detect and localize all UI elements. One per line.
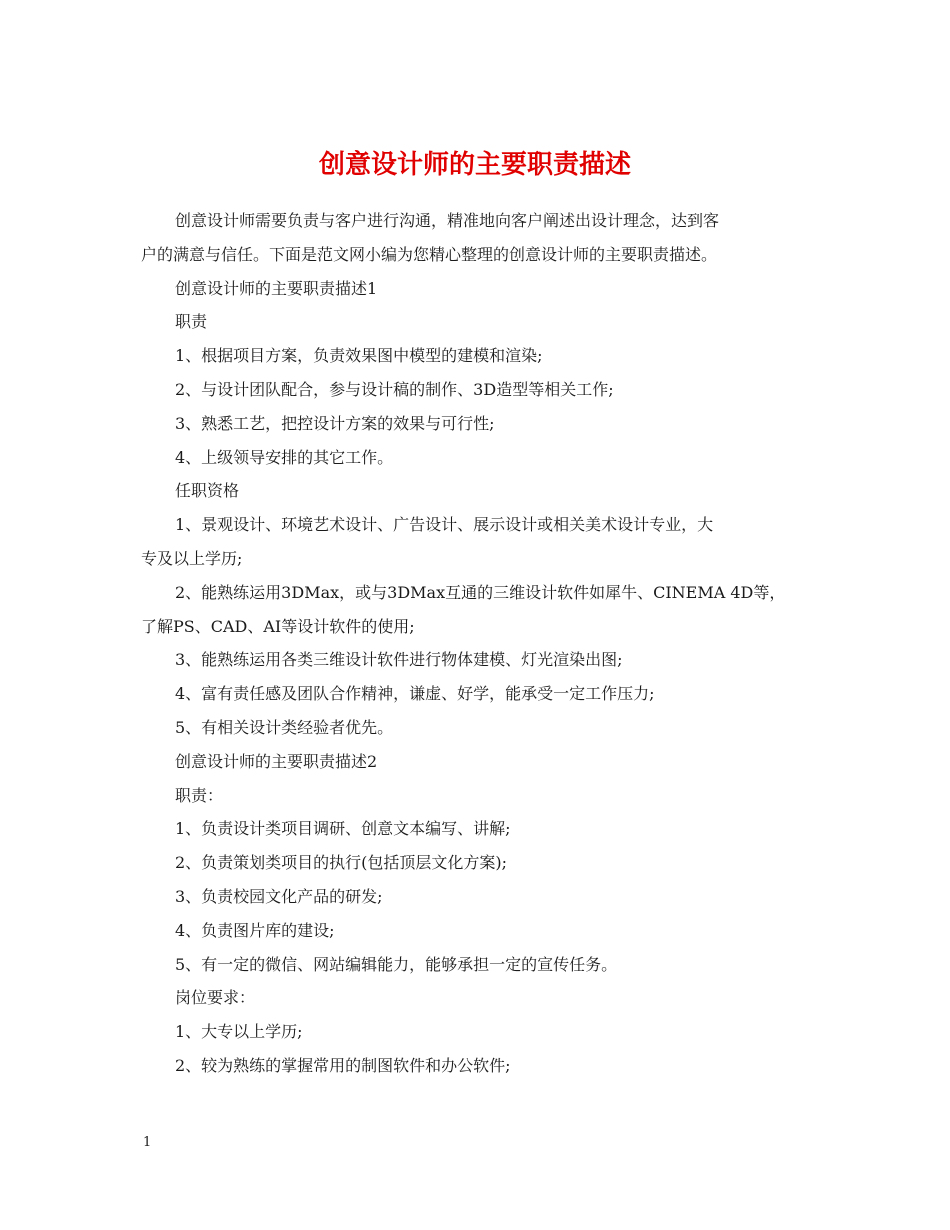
text-line: 4、上级领导安排的其它工作。 <box>175 447 394 467</box>
text-line: 职责： <box>175 785 224 805</box>
text-line: 5、有一定的微信、网站编辑能力，能够承担一定的宣传任务。 <box>175 954 618 974</box>
text-line: 1、景观设计、环境艺术设计、广告设计、展示设计或相关美术设计专业，大 <box>175 515 714 535</box>
text-line: 3、能熟练运用各类三维设计软件进行物体建模、灯光渲染出图; <box>175 650 623 670</box>
text-line: 任职资格 <box>175 481 240 501</box>
text-line: 了解PS、CAD、AI等设计软件的使用; <box>141 616 415 636</box>
text-line: 3、熟悉工艺，把控设计方案的效果与可行性; <box>175 413 495 433</box>
text-line: 创意设计师的主要职责描述1 <box>175 278 378 298</box>
text-line: 4、富有责任感及团队合作精神，谦虚、好学，能承受一定工作压力; <box>175 684 655 704</box>
text-line: 户的满意与信任。下面是范文网小编为您精心整理的创意设计师的主要职责描述。 <box>141 244 718 264</box>
text-line: 2、与设计团队配合，参与设计稿的制作、3D造型等相关工作; <box>175 379 614 399</box>
text-line: 2、较为熟练的掌握常用的制图软件和办公软件; <box>175 1055 511 1075</box>
page-title: 创意设计师的主要职责描述 <box>318 150 631 181</box>
text-line: 3、负责校园文化产品的研发; <box>175 886 383 906</box>
document-body <box>141 204 831 1083</box>
text-line: 2、能熟练运用3DMax，或与3DMax互通的三维设计软件如犀牛、CINEMA 4D等， <box>175 582 786 602</box>
page-number: 1 <box>143 1135 152 1150</box>
text-line: 4、负责图片库的建设; <box>175 920 335 940</box>
text-line: 1、大专以上学历; <box>175 1022 303 1042</box>
text-line: 创意设计师的主要职责描述2 <box>175 751 378 771</box>
text-line: 岗位要求： <box>175 988 256 1008</box>
text-line: 5、有相关设计类经验者优先。 <box>175 717 394 737</box>
text-line: 1、根据项目方案，负责效果图中模型的建模和渲染; <box>175 346 543 366</box>
text-line: 创意设计师需要负责与客户进行沟通，精准地向客户阐述出设计理念，达到客 <box>175 211 720 230</box>
text-line: 1、负责设计类项目调研、创意文本编写、讲解; <box>175 819 511 839</box>
text-line: 专及以上学历; <box>141 548 243 568</box>
text-line: 职责 <box>175 312 208 332</box>
text-line: 2、负责策划类项目的执行(包括顶层文化方案); <box>175 853 508 873</box>
